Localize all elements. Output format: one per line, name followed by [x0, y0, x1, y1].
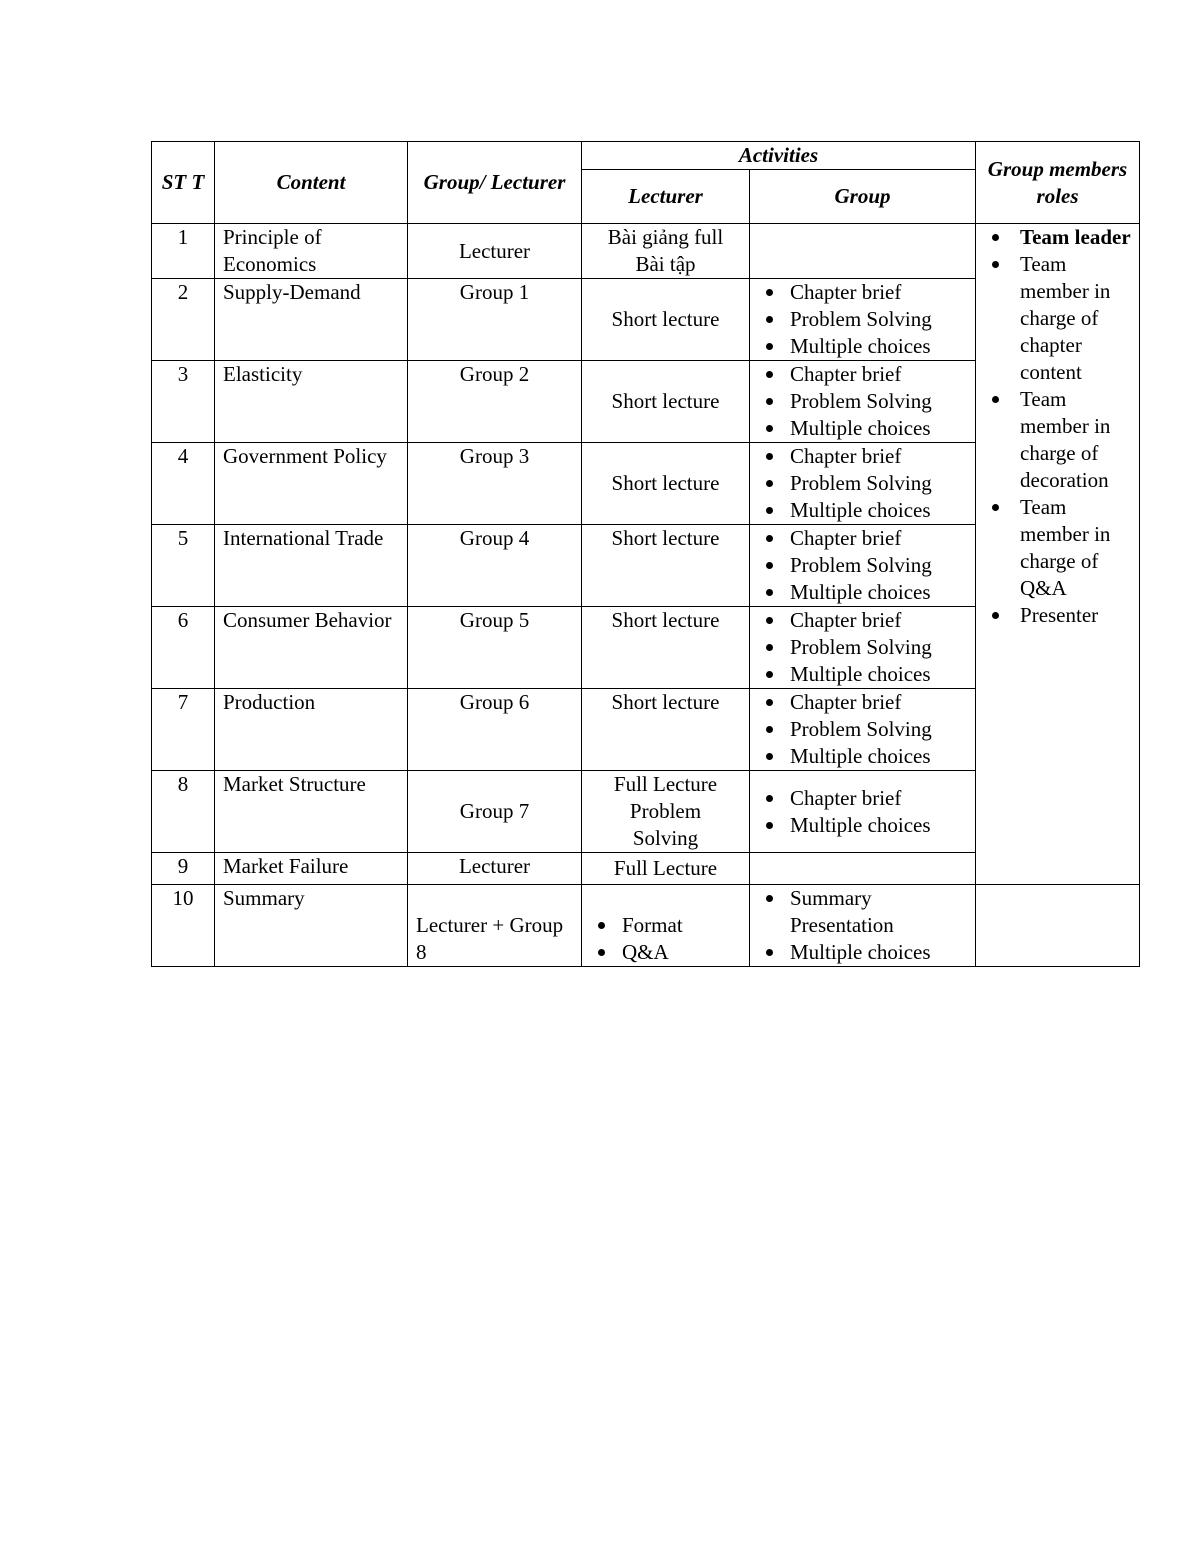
cell-stt: 9: [152, 853, 215, 885]
roles-list: [984, 224, 1135, 629]
group-activity-list: [758, 279, 967, 360]
cell-activity-lecturer: [582, 525, 750, 607]
cell-content: International Trade: [215, 525, 408, 607]
cell-activity-lecturer: [582, 361, 750, 443]
cell-content: Market Failure: [215, 853, 408, 885]
cell-group-lecturer: Group 5: [408, 607, 582, 689]
list-item: Problem Solving: [790, 306, 967, 333]
list-item: Multiple choices: [790, 743, 967, 770]
list-item: Chapter brief: [790, 785, 967, 812]
lecturer-activity-line: Short lecture: [611, 307, 720, 331]
lecturer-activity-list: [590, 912, 741, 966]
cell-activity-group: [750, 279, 976, 361]
cell-group-lecturer: Group 6: [408, 689, 582, 771]
list-item: Chapter brief: [790, 279, 967, 306]
cell-content: Consumer Behavior: [215, 607, 408, 689]
group-activity-list: [758, 361, 967, 442]
cell-group-lecturer: Lecturer + Group 8: [408, 885, 582, 967]
list-item: Multiple choices: [790, 497, 967, 524]
group-activity-list: [758, 689, 967, 770]
lecturer-activity-line: Short lecture: [611, 389, 720, 413]
cell-activity-lecturer: [582, 689, 750, 771]
list-item: Chapter brief: [790, 443, 967, 470]
list-item: Multiple choices: [790, 812, 967, 839]
cell-group-lecturer: Group 7: [408, 771, 582, 853]
cell-stt: 7: [152, 689, 215, 771]
list-item: Summary Presentation: [790, 885, 967, 939]
lecturer-activity-line: Short lecture: [611, 471, 720, 495]
cell-content: Market Structure: [215, 771, 408, 853]
lecturer-activity-line: Full Lecture: [613, 772, 718, 796]
role-item: Presenter: [1020, 602, 1135, 629]
lecturer-activity-line: Short lecture: [611, 608, 720, 632]
cell-stt: 2: [152, 279, 215, 361]
header-roles: Group members roles: [976, 142, 1140, 224]
cell-group-roles: [976, 224, 1140, 885]
role-item: Team member in charge of Q&A: [1020, 494, 1135, 602]
header-activities-lecturer: Lecturer: [582, 170, 750, 224]
lecturer-activity-line: Full Lecture: [613, 856, 718, 880]
cell-activity-group: [750, 689, 976, 771]
cell-activity-lecturer: [582, 607, 750, 689]
cell-stt: 10: [152, 885, 215, 967]
cell-activity-group: [750, 525, 976, 607]
cell-content: Government Policy: [215, 443, 408, 525]
role-item: Team member in charge of decoration: [1020, 386, 1135, 494]
list-item: Multiple choices: [790, 333, 967, 360]
cell-activity-lecturer: [582, 279, 750, 361]
cell-group-lecturer: Group 1: [408, 279, 582, 361]
list-item: Multiple choices: [790, 415, 967, 442]
lecturer-activity-line: Short lecture: [611, 526, 720, 550]
lecturer-activity-line: Bài tập: [635, 252, 696, 276]
cell-activity-lecturer: [582, 443, 750, 525]
list-item: Multiple choices: [790, 579, 967, 606]
cell-content: Supply-Demand: [215, 279, 408, 361]
role-item: Team member in charge of chapter content: [1020, 251, 1135, 386]
cell-activity-group: [750, 885, 976, 967]
cell-activity-group: [750, 853, 976, 885]
cell-activity-group: [750, 361, 976, 443]
cell-activity-lecturer: [582, 771, 750, 853]
table-row: [152, 885, 1140, 967]
group-activity-list: [758, 885, 967, 966]
cell-content: Principle of Economics: [215, 224, 408, 279]
list-item: Format: [622, 912, 741, 939]
cell-group-lecturer: Lecturer: [408, 224, 582, 279]
header-stt: ST T: [152, 142, 215, 224]
cell-stt: 5: [152, 525, 215, 607]
cell-group-lecturer: Group 3: [408, 443, 582, 525]
cell-group-lecturer: Lecturer: [408, 853, 582, 885]
group-activity-list: [758, 525, 967, 606]
cell-activity-group: [750, 224, 976, 279]
lecturer-activity-line: Solving: [632, 826, 699, 850]
cell-content: Summary: [215, 885, 408, 967]
lecturer-activity-line: Short lecture: [611, 690, 720, 714]
lecturer-activity-line: Bài giảng full: [607, 225, 724, 249]
cell-activity-group: [750, 771, 976, 853]
header-group-lecturer: Group/ Lecturer: [408, 142, 582, 224]
cell-content: Production: [215, 689, 408, 771]
cell-stt: 4: [152, 443, 215, 525]
list-item: Problem Solving: [790, 716, 967, 743]
list-item: Chapter brief: [790, 525, 967, 552]
cell-activity-group: [750, 443, 976, 525]
lecturer-activity-line: Problem: [629, 799, 702, 823]
cell-stt: 8: [152, 771, 215, 853]
cell-activity-lecturer: [582, 224, 750, 279]
list-item: Multiple choices: [790, 661, 967, 688]
list-item: Problem Solving: [790, 552, 967, 579]
table-row: [152, 224, 1140, 279]
role-item: Team leader: [1020, 224, 1135, 251]
cell-stt: 1: [152, 224, 215, 279]
cell-activity-lecturer: [582, 885, 750, 967]
group-activity-list: [758, 607, 967, 688]
list-item: Chapter brief: [790, 607, 967, 634]
list-item: Problem Solving: [790, 634, 967, 661]
cell-group-roles-empty: [976, 885, 1140, 967]
header-activities: Activities: [582, 142, 976, 170]
list-item: Chapter brief: [790, 689, 967, 716]
header-content: Content: [215, 142, 408, 224]
list-item: Problem Solving: [790, 470, 967, 497]
cell-content: Elasticity: [215, 361, 408, 443]
course-schedule-table: [151, 141, 1140, 967]
cell-group-lecturer: Group 4: [408, 525, 582, 607]
list-item: Multiple choices: [790, 939, 967, 966]
list-item: Q&A: [622, 939, 741, 966]
cell-stt: 6: [152, 607, 215, 689]
list-item: Chapter brief: [790, 361, 967, 388]
cell-activity-lecturer: [582, 853, 750, 885]
group-activity-list: [758, 785, 967, 839]
group-activity-list: [758, 443, 967, 524]
cell-stt: 3: [152, 361, 215, 443]
header-activities-group: Group: [750, 170, 976, 224]
cell-group-lecturer: Group 2: [408, 361, 582, 443]
cell-activity-group: [750, 607, 976, 689]
list-item: Problem Solving: [790, 388, 967, 415]
